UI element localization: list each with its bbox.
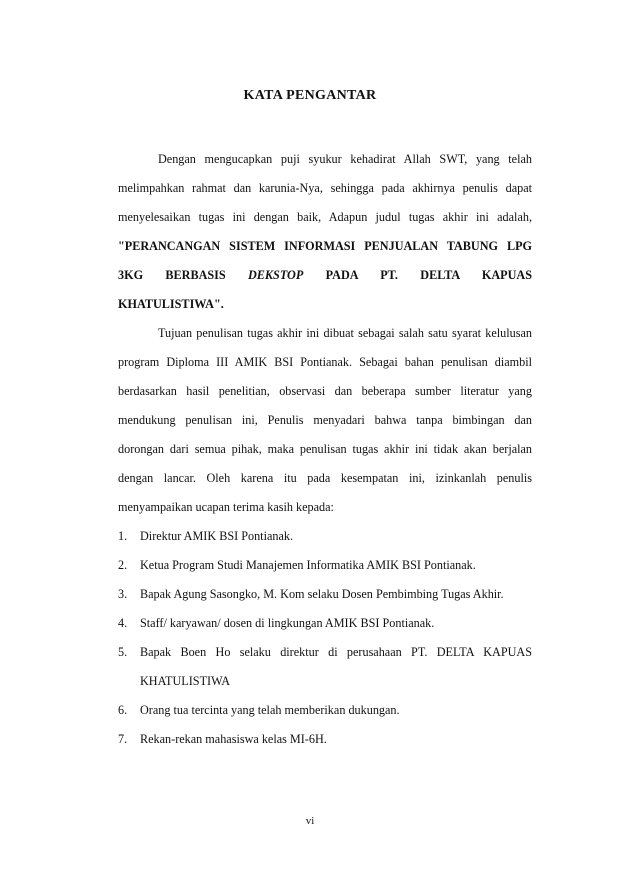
page-title: KATA PENGANTAR: [243, 88, 377, 103]
text-line: Dengan mengucapkan puji syukur kehadirat Allah SWT, yang telah: [158, 152, 532, 166]
list-text: Staff/ karyawan/ dosen di lingkungan AMIK BSI Pontianak.: [140, 616, 435, 630]
list-item: [118, 609, 532, 638]
thanks-list: [118, 522, 532, 754]
list-text: Bapak Agung Sasongko, M. Kom selaku Dosen Pembimbing Tugas Akhir.: [140, 587, 504, 601]
list-number: 2.: [118, 558, 128, 572]
list-item: [118, 638, 532, 696]
thesis-title-line: "PERANCANGAN SISTEM INFORMASI PENJUALAN TABUNG LPG: [118, 239, 532, 253]
thesis-title-line: KHATULISTIWA".: [118, 297, 224, 311]
list-text: Rekan-rekan mahasiswa kelas MI-6H.: [140, 732, 327, 746]
list-item: [118, 696, 532, 725]
text-line: dengan lancar. Oleh karena itu pada kesempatan ini, izinkanlah penulis: [118, 471, 532, 485]
list-number: 6.: [118, 703, 128, 717]
text-line: berdasarkan hasil penelitian, observasi dan beberapa sumber literatur yang: [118, 384, 532, 398]
text-line: menyelesaikan tugas ini dengan baik, Adapun judul tugas akhir ini adalah,: [118, 210, 532, 224]
text-line: menyampaikan ucapan terima kasih kepada:: [118, 500, 334, 514]
paragraph-purpose: [118, 319, 532, 522]
list-item: [118, 551, 532, 580]
list-text-wrap: [140, 638, 532, 696]
page-number: vi: [305, 815, 315, 827]
list-item: [118, 522, 532, 551]
list-item: [118, 580, 532, 609]
list-text-continued: KHATULISTIWA: [140, 674, 231, 688]
list-text: Orang tua tercinta yang telah memberikan dukungan.: [140, 703, 400, 717]
text-line: Tujuan penulisan tugas akhir ini dibuat sebagai salah satu syarat kelulusan: [158, 326, 532, 340]
list-number: 7.: [118, 732, 128, 746]
list-number: 5.: [118, 645, 128, 659]
text-line: mendukung penulisan ini, Penulis menyadari bahwa tanpa bimbingan dan: [118, 413, 532, 427]
thesis-title-part: PADA PT. DELTA KAPUAS: [303, 268, 532, 282]
list-number: 3.: [118, 587, 128, 601]
thesis-title-part: 3KG BERBASIS: [118, 268, 248, 282]
list-text: Ketua Program Studi Manajemen Informatika AMIK BSI Pontianak.: [140, 558, 476, 572]
paragraph-intro: [118, 145, 532, 319]
thesis-title-italic: DEKSTOP: [248, 268, 304, 282]
list-number: 1.: [118, 529, 128, 543]
list-item: [118, 725, 532, 754]
text-line: program Diploma III AMIK BSI Pontianak. Sebagai bahan penulisan diambil: [118, 355, 532, 369]
text-line: melimpahkan rahmat dan karunia-Nya, sehingga pada akhirnya penulis dapat: [118, 181, 532, 195]
list-number: 4.: [118, 616, 128, 630]
thesis-title-line: [118, 261, 532, 290]
text-line: dorongan dari semua pihak, maka penulisan tugas akhir ini tidak akan berjalan: [118, 442, 532, 456]
list-text: Direktur AMIK BSI Pontianak.: [140, 529, 294, 543]
list-text: Bapak Boen Ho selaku direktur di perusahaan PT. DELTA KAPUAS: [140, 645, 532, 659]
